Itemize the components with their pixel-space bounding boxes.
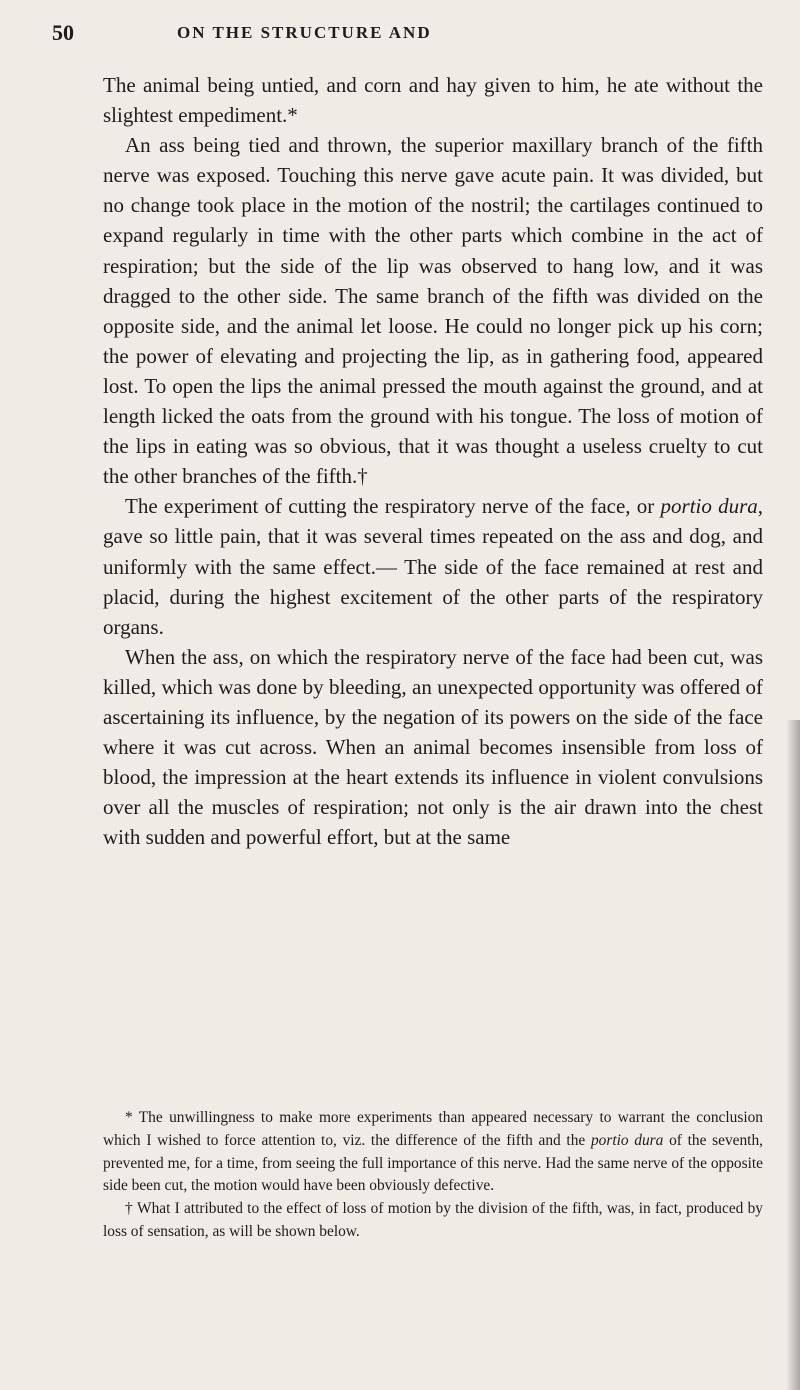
- portio-dura-italic: portio dura: [660, 494, 758, 519]
- footnote-2: † What I attributed to the effect of loss of motion by the division of the fifth, was, in fact, produced by loss of sensation, as will be shown below.: [103, 1200, 763, 1240]
- running-head: [52, 20, 752, 50]
- footnote-1-text-a: * The unwillingness to make more experiments than appeared necessary to warrant the conclusion which I wished to force attention to, viz. the difference of the fifth and the: [103, 1109, 763, 1149]
- paragraph-3-text-b: , gave so little pain, that it was several times repeated on the ass and dog, and uniformly with the same effect.— The side of the face remained at rest and placid, during the highest excitement of the other parts of the respiratory organs.: [103, 494, 764, 639]
- paragraph-1: The animal being untied, and corn and hay given to him, he ate without the slightest empediment.*: [103, 73, 763, 128]
- page-number: 50: [52, 20, 74, 45]
- footnote-1: [103, 1107, 763, 1198]
- paragraph-3-text-a: The experiment of cutting the respiratory nerve of the face, or: [125, 494, 661, 519]
- body-text: [103, 70, 763, 852]
- page-edge-shadow: [786, 720, 800, 1390]
- footnote-1-italic: portio dura: [590, 1131, 664, 1149]
- footnote-1-text-b: of the seventh, prevented me, for a time, from seeing the full importance of this nerve. Had the same nerve of the opposite side been cut, the motion would have been obviously defective.: [103, 1131, 763, 1195]
- footnotes: [103, 1107, 763, 1244]
- paragraph-3: [103, 491, 763, 641]
- paragraph-2: An ass being tied and thrown, the superior maxillary branch of the fifth nerve was exposed. Touching this nerve gave acute pain. It was divided, but no change took place in the motion of the nostril; the cartilages continued to expand regularly in time with the other parts which combine in the act of respiration; but the side of the lip was observed to hang low, and it was dragged to the other side. The same branch of the fifth was divided on the opposite side, and the animal let loose. He could no longer pick up his corn; the power of elevating and projecting the lip, as in gathering food, appeared lost. To open the lips the animal pressed the mouth against the ground, and at length licked the oats from the ground with his tongue. The loss of motion of the lips in eating was so obvious, that it was thought a useless cruelty to cut the other branches of the fifth.†: [103, 133, 763, 489]
- paragraph-4: When the ass, on which the respiratory nerve of the face had been cut, was killed, which was done by bleeding, an unexpected opportunity was offered of ascertaining its influence, by the negation of its powers on the side of the face where it was cut across. When an animal becomes insensible from loss of blood, the impression at the heart extends its influence in violent convulsions over all the muscles of respiration; not only is the air drawn into the chest with sudden and powerful effort, but at the same: [103, 644, 763, 850]
- running-title: ON THE STRUCTURE AND: [177, 23, 432, 42]
